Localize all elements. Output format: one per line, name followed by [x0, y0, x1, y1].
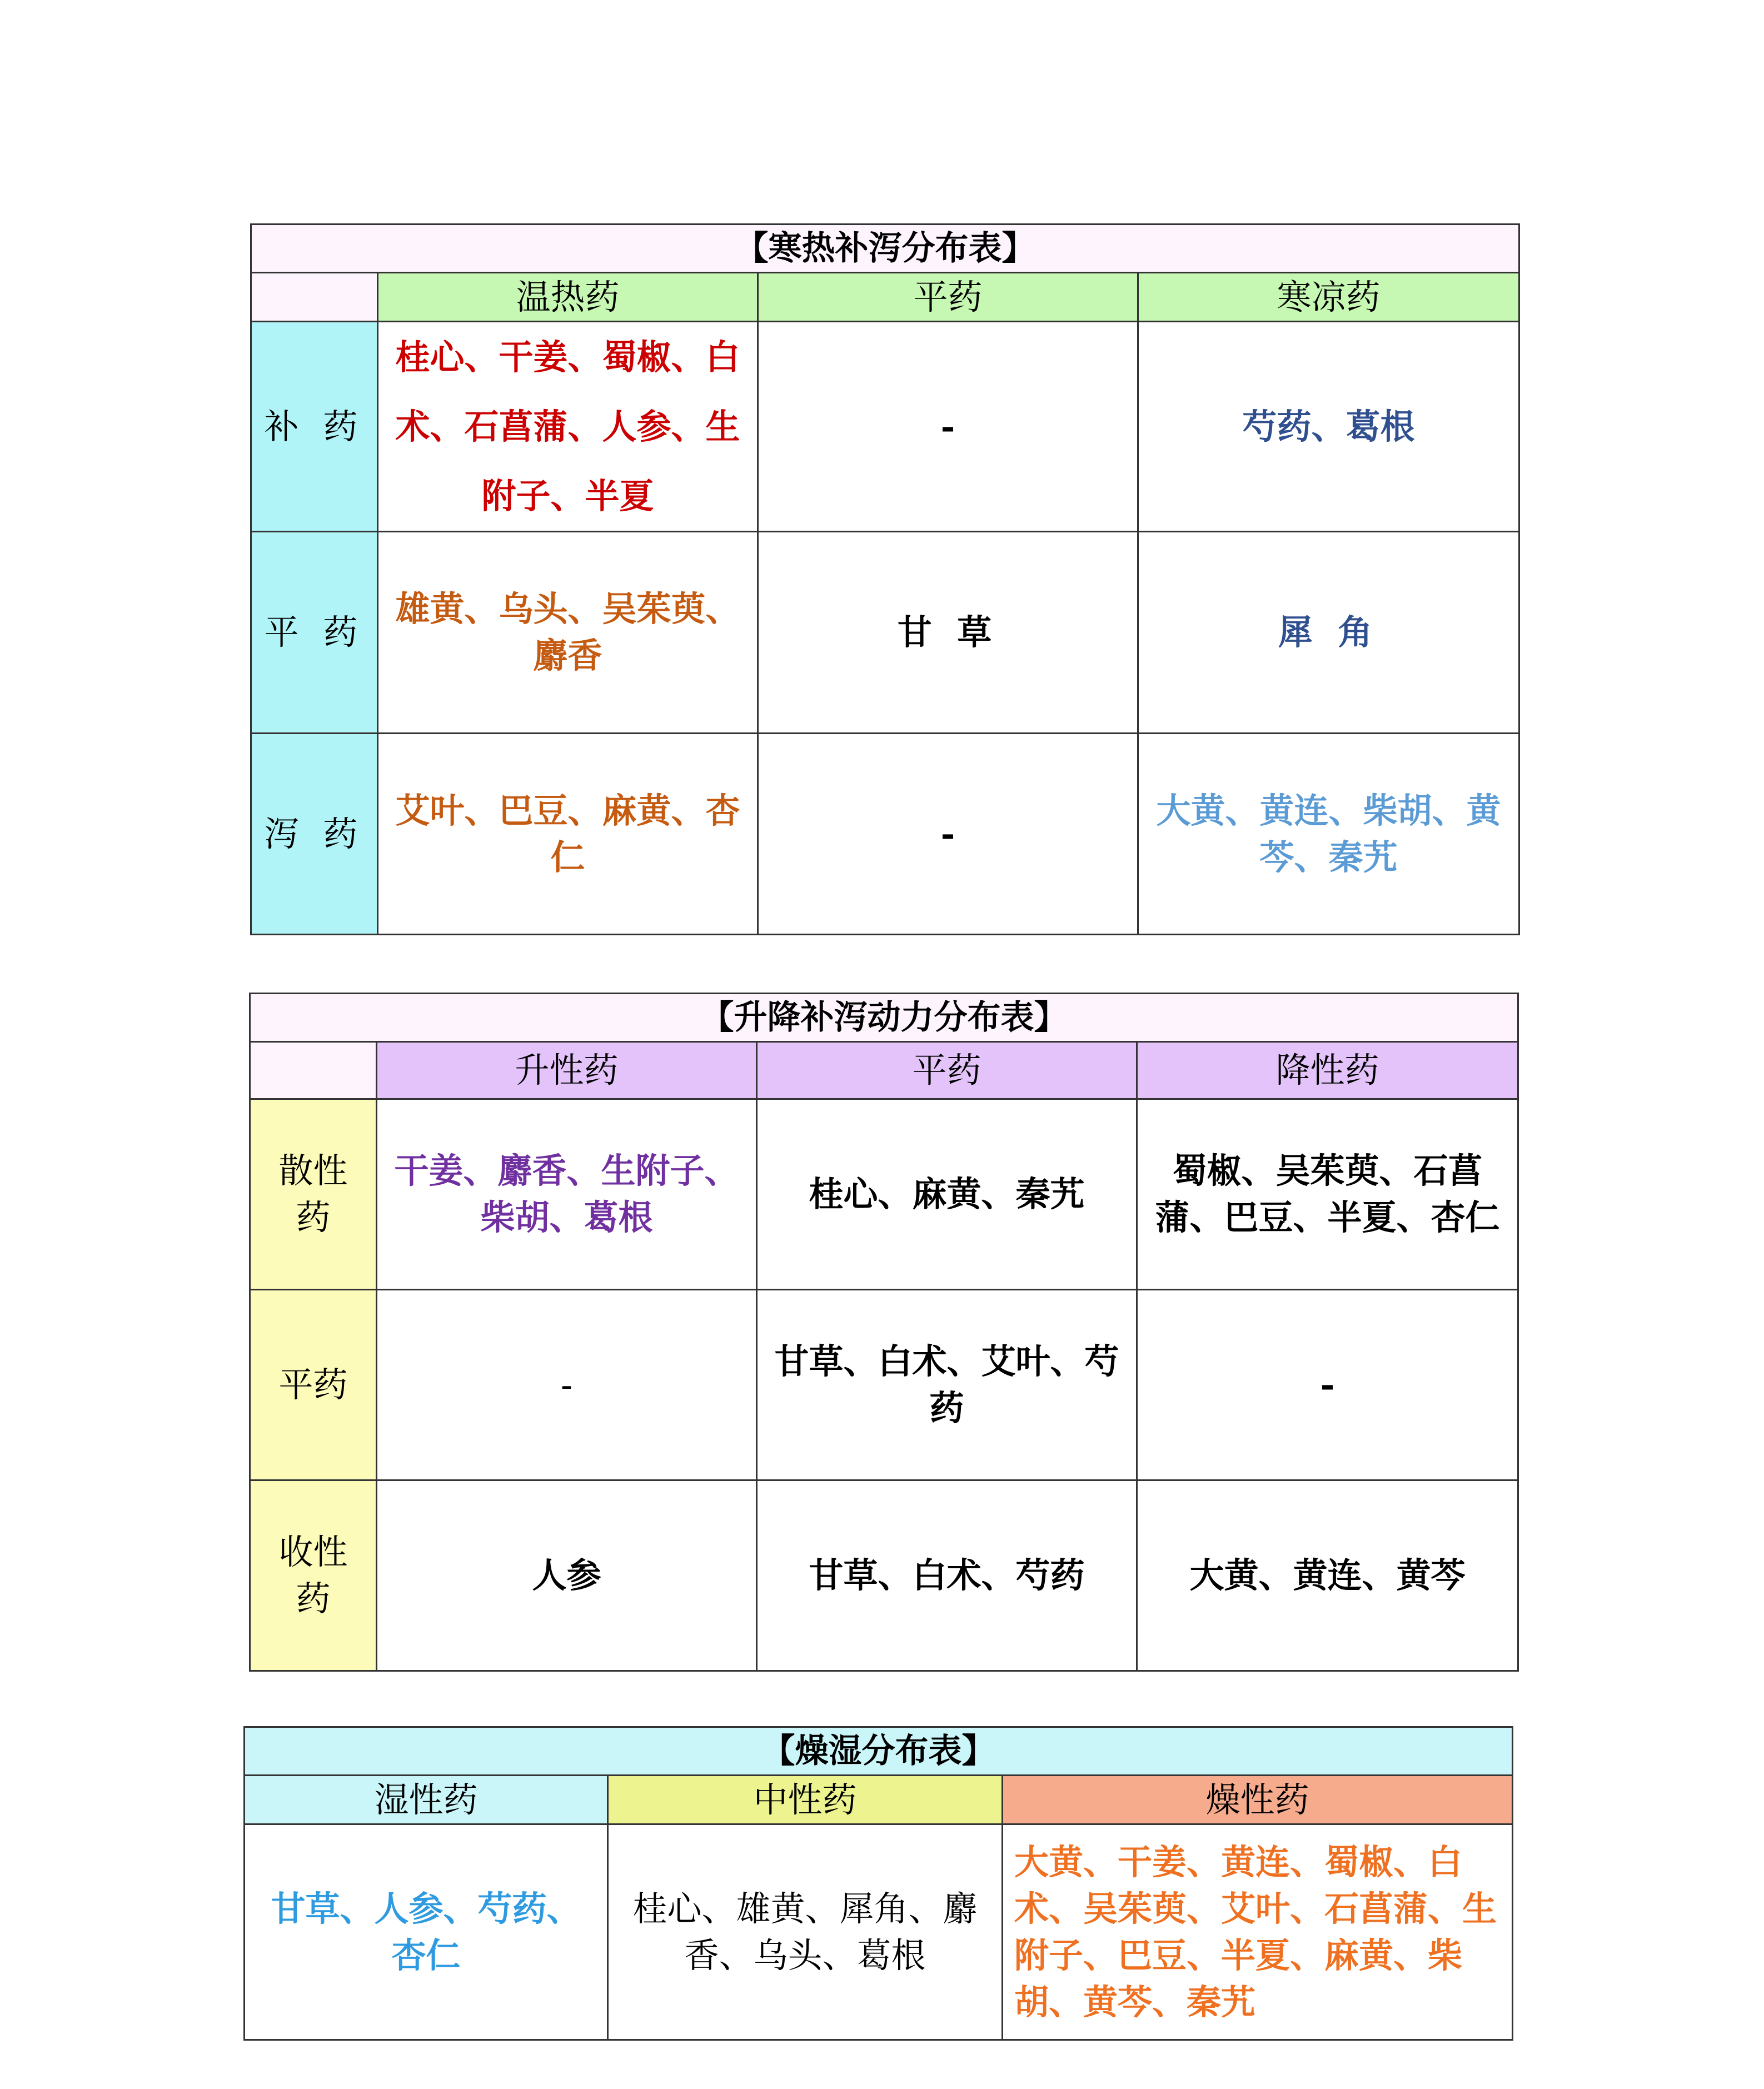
table-cell: 雄黄、乌头、吴茱萸、麝香 — [378, 532, 758, 734]
table-title: 【升降补泻动力分布表】 — [250, 994, 1518, 1042]
table-cell: - — [758, 734, 1138, 935]
column-header-dry: 燥性药 — [1003, 1776, 1513, 1824]
table-cell: 蜀椒、吴茱萸、石菖蒲、巴豆、半夏、杏仁 — [1137, 1099, 1518, 1290]
table-cell: 甘草、白术、芍药 — [757, 1480, 1137, 1671]
row-header: 补 药 — [251, 322, 378, 532]
table-cell: - — [758, 322, 1138, 532]
dry-wet-distribution-table — [243, 1726, 1513, 2041]
column-header: 平药 — [758, 273, 1138, 322]
column-header: 温热药 — [378, 273, 758, 322]
table-cell: 艾叶、巴豆、麻黄、杏仁 — [378, 734, 758, 935]
row-header: 平药 — [250, 1290, 377, 1480]
corner-cell — [250, 1042, 377, 1099]
column-header: 升性药 — [377, 1042, 757, 1099]
row-header: 泻 药 — [251, 734, 378, 935]
row-header: 平 药 — [251, 532, 378, 734]
table-cell: 甘草、人参、芍药、杏仁 — [245, 1824, 608, 2040]
column-header: 平药 — [757, 1042, 1137, 1099]
table-cell: 大黄、黄连、黄芩 — [1137, 1480, 1518, 1671]
table-cell: 大黄、黄连、柴胡、黄芩、秦艽 — [1138, 734, 1519, 935]
table-cell: 人参 — [377, 1480, 757, 1671]
table-cell: - — [1137, 1290, 1518, 1480]
table-title: 【寒热补泻分布表】 — [251, 225, 1519, 273]
cold-heat-tonify-purge-table — [250, 223, 1520, 935]
table-cell: 大黄、干姜、黄连、蜀椒、白术、吴茱萸、艾叶、石菖蒲、生附子、巴豆、半夏、麻黄、柴胡、黄芩、秦艽 — [1003, 1824, 1513, 2040]
row-header: 散性药 — [250, 1099, 377, 1290]
table-cell: 桂心、干姜、蜀椒、白术、石菖蒲、人参、生附子、半夏 — [378, 322, 758, 532]
ascend-descend-dynamics-table — [249, 993, 1519, 1672]
table-cell: 芍药、葛根 — [1138, 322, 1519, 532]
column-header-neutral: 中性药 — [608, 1776, 1003, 1824]
table-cell: 桂心、麻黄、秦艽 — [757, 1099, 1137, 1290]
table-cell: 甘 草 — [758, 532, 1138, 734]
corner-cell — [251, 273, 378, 322]
row-header: 收性药 — [250, 1480, 377, 1671]
table-cell: - — [377, 1290, 757, 1480]
table-title: 【燥湿分布表】 — [245, 1727, 1513, 1776]
table-cell: 犀 角 — [1138, 532, 1519, 734]
table-cell: 甘草、白术、艾叶、芍药 — [757, 1290, 1137, 1480]
table-cell: 桂心、雄黄、犀角、麝香、乌头、葛根 — [608, 1824, 1003, 2040]
table-cell: 干姜、麝香、生附子、柴胡、葛根 — [377, 1099, 757, 1290]
column-header-wet: 湿性药 — [245, 1776, 608, 1824]
column-header: 寒凉药 — [1138, 273, 1519, 322]
column-header: 降性药 — [1137, 1042, 1518, 1099]
